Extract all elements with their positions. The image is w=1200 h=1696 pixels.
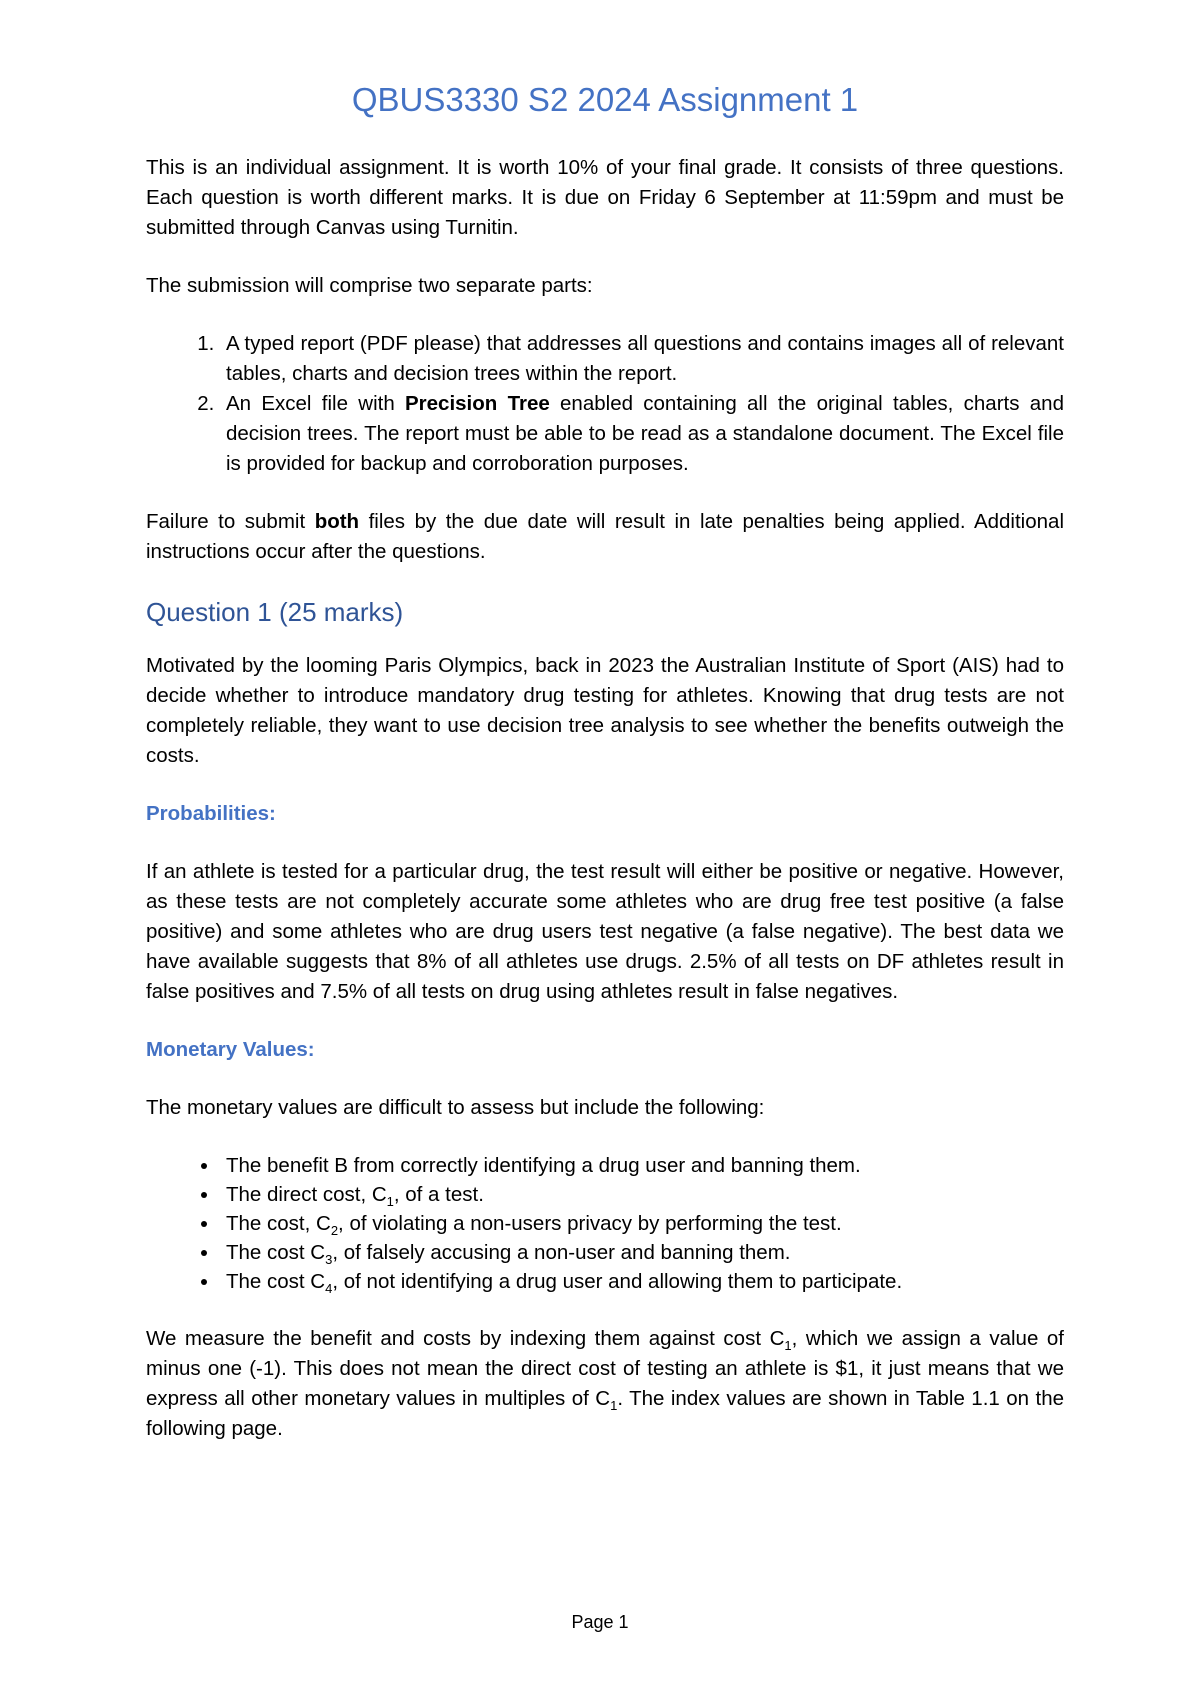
- failure-paragraph: Failure to submit both files by the due date will result in late penalties being applied. Additional instructions occur after the questions.: [146, 510, 1064, 563]
- question-1-intro: Motivated by the looming Paris Olympics, back in 2023 the Australian Institute of Sport (AIS) had to decide whether to introduce mandatory drug testing for athletes. Knowing that drug tests are not completely reliable, they want to use decision tree analysis to see whether the benefits outweigh the costs.: [146, 654, 1064, 767]
- document-page: [146, 78, 1064, 1472]
- index-paragraph: We measure the benefit and costs by indexing them against cost $C_1$, which we assign a value of minus one (-1). This does not mean the direct cost of testing an athlete is $1, it just means that we express all other monetary values in multiples of $C_1$. The index values are shown in Table 1.1 on the following page.: [146, 1327, 1065, 1440]
- document-title: QBUS3330 S2 2024 Assignment 1: [351, 81, 859, 118]
- probabilities-heading: Probabilities:: [146, 802, 276, 825]
- monetary-item-c3: • The cost $C_3$, of falsely accusing a non-user and banning them.: [220, 1238, 1064, 1267]
- monetary-values-heading: Monetary Values:: [146, 1038, 315, 1061]
- monetary-item-c1: • The direct cost, $C_1$, of a test.: [220, 1180, 1064, 1209]
- question-1-heading: Question 1 (25 marks): [146, 597, 404, 627]
- monetary-item-c4: • The cost $C_4$, of not identifying a drug user and allowing them to participate.: [220, 1267, 1064, 1296]
- monetary-lead: The monetary values are difficult to assess but include the following:: [146, 1096, 765, 1119]
- submission-lead: The submission will comprise two separate parts:: [146, 274, 593, 297]
- probabilities-paragraph: If an athlete is tested for a particular drug, the test result will either be positive or negative. However, as these tests are not completely accurate some athletes who are drug free test positive (a false positive) and some athletes who are drug users test negative (a false negative). The best data we have available suggests that 8% of all athletes use drugs. 2.5% of all tests on DF athletes result in false positives and 7.5% of all tests on drug using athletes result in false negatives.: [146, 860, 1064, 1003]
- intro-paragraph: This is an individual assignment. It is worth 10% of your final grade. It consists of three questions. Each question is worth different marks. It is due on Friday 6 September at 11:59pm and must be submitted through Canvas using Turnitin.: [146, 156, 1064, 239]
- submission-item-report: 1. A typed report (PDF please) that addresses all questions and contains images all of relevant tables, charts and decision trees within the report.: [220, 329, 1064, 389]
- submission-list: [146, 329, 1064, 479]
- monetary-item-c2: • The cost, $C_2$, of violating a non-users privacy by performing the test.: [220, 1209, 1064, 1238]
- monetary-list: [146, 1151, 1064, 1296]
- precision-tree-emphasis: Precision Tree: [405, 392, 550, 415]
- monetary-item-benefit: • The benefit B from correctly identifying a drug user and banning them.: [220, 1151, 1064, 1180]
- submission-item-excel: 2. An Excel file with Precision Tree enabled containing all the original tables, charts and decision trees. The report must be able to be read as a standalone document. The Excel file is provided for backup and corroboration purposes.: [220, 389, 1064, 479]
- both-emphasis: both: [314, 510, 360, 533]
- page-number: Page 1: [571, 1612, 629, 1632]
